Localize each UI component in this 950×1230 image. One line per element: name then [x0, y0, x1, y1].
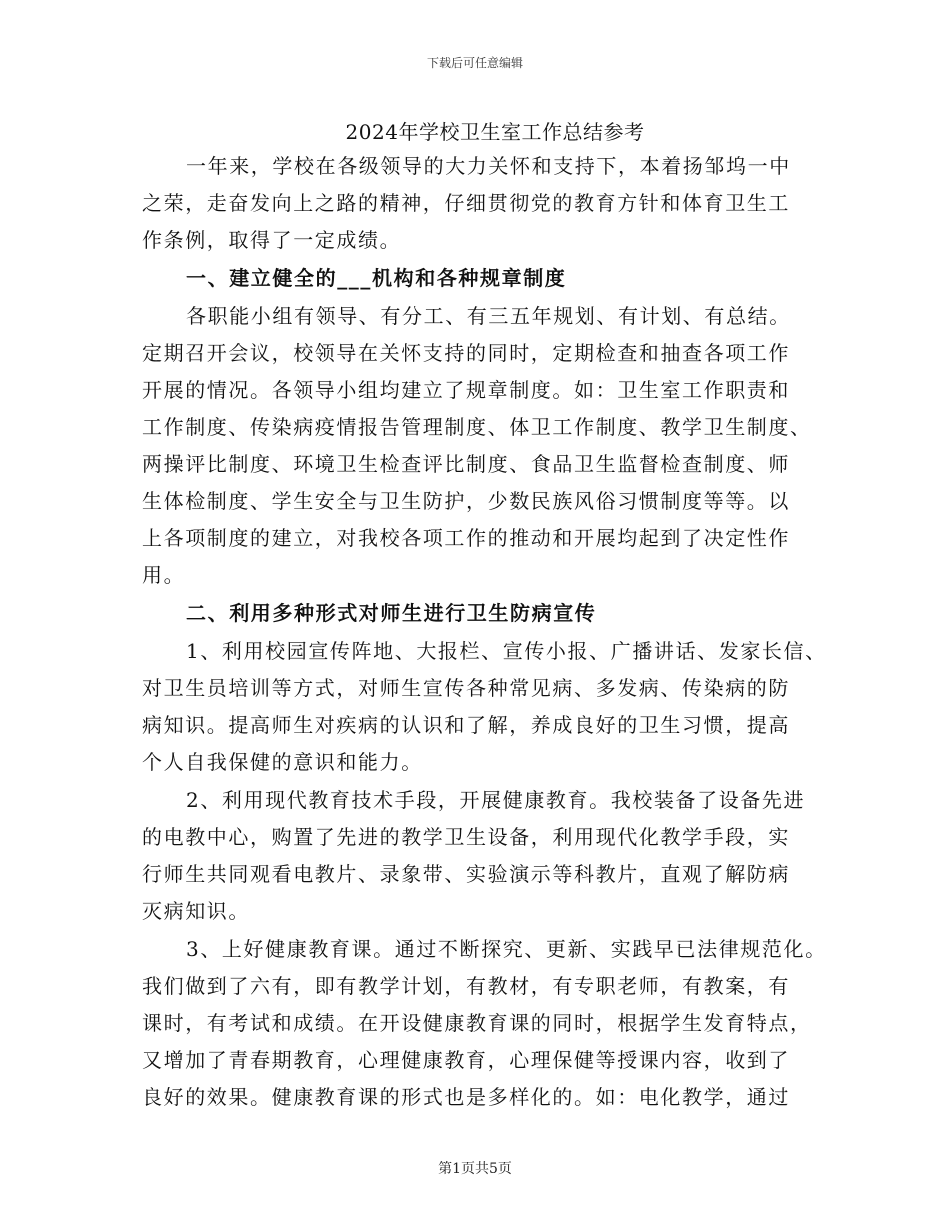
paragraph-line: 病知识。提高师生对疾病的认识和了解，养成良好的卫生习惯，提高	[142, 713, 790, 737]
paragraph-line: 个人自我保健的意识和能力。	[142, 750, 423, 774]
paragraph-line: 之荣，走奋发向上之路的精神，仔细贯彻党的教育方针和体育卫生工	[142, 191, 790, 215]
paragraph-line: 良好的效果。健康教育课的形式也是多样化的。如：电化教学，通过	[142, 1085, 790, 1109]
paragraph-line: 各职能小组有领导、有分工、有三五年规划、有计划、有总结。	[186, 304, 791, 328]
paragraph-line: 作条例，取得了一定成绩。	[142, 228, 402, 252]
section-heading: 二、利用多种形式对师生进行卫生防病宣传	[186, 601, 597, 625]
paragraph-line: 2、利用现代教育技术手段，开展健康教育。我校装备了设备先进	[186, 788, 806, 812]
paragraph-line: 又增加了青春期教育，心理健康教育，心理保健等授课内容，收到了	[142, 1048, 790, 1072]
paragraph-line: 3、上好健康教育课。通过不断探究、更新、实践早已法律规范化。	[186, 937, 827, 961]
paragraph-line: 行师生共同观看电教片、录象带、实验演示等科教片，直观了解防病	[142, 862, 790, 886]
paragraph-line: 工作制度、传染病疫情报告管理制度、体卫工作制度、教学卫生制度、	[142, 415, 812, 439]
paragraph-line: 一年来，学校在各级领导的大力关怀和支持下，本着扬邹坞一中	[186, 154, 791, 178]
paragraph-line: 课时，有考试和成绩。在开设健康教育课的同时，根据学生发育特点，	[142, 1011, 812, 1035]
paragraph-line: 上各项制度的建立，对我校各项工作的推动和开展均起到了决定性作	[142, 526, 790, 550]
paragraph-line: 我们做到了六有，即有教学计划，有教材，有专职老师，有教案，有	[142, 974, 790, 998]
paragraph-line: 的电教中心，购置了先进的教学卫生设备，利用现代化教学手段，实	[142, 825, 790, 849]
paragraph-line: 用。	[142, 563, 186, 587]
paragraph-line: 两操评比制度、环境卫生检查评比制度、食品卫生监督检查制度、师	[142, 452, 790, 476]
page-number: 第1页共5页	[438, 1161, 512, 1177]
paragraph-line: 对卫生员培训等方式，对师生宣传各种常见病、多发病、传染病的防	[142, 676, 790, 700]
document-title: 2024年学校卫生室工作总结参考	[345, 120, 645, 144]
paragraph-line: 开展的情况。各领导小组均建立了规章制度。如：卫生室工作职责和	[142, 378, 790, 402]
paragraph-line: 生体检制度、学生安全与卫生防护，少数民族风俗习惯制度等等。以	[142, 489, 790, 513]
section-heading: 一、建立健全的___机构和各种规章制度	[186, 266, 567, 290]
paragraph-line: 灭病知识。	[142, 899, 250, 923]
paragraph-line: 1、利用校园宣传阵地、大报栏、宣传小报、广播讲话、发家长信、	[186, 639, 827, 663]
paragraph-line: 定期召开会议，校领导在关怀支持的同时，定期检查和抽查各项工作	[142, 341, 790, 365]
header-note: 下载后可任意编辑	[426, 56, 523, 70]
